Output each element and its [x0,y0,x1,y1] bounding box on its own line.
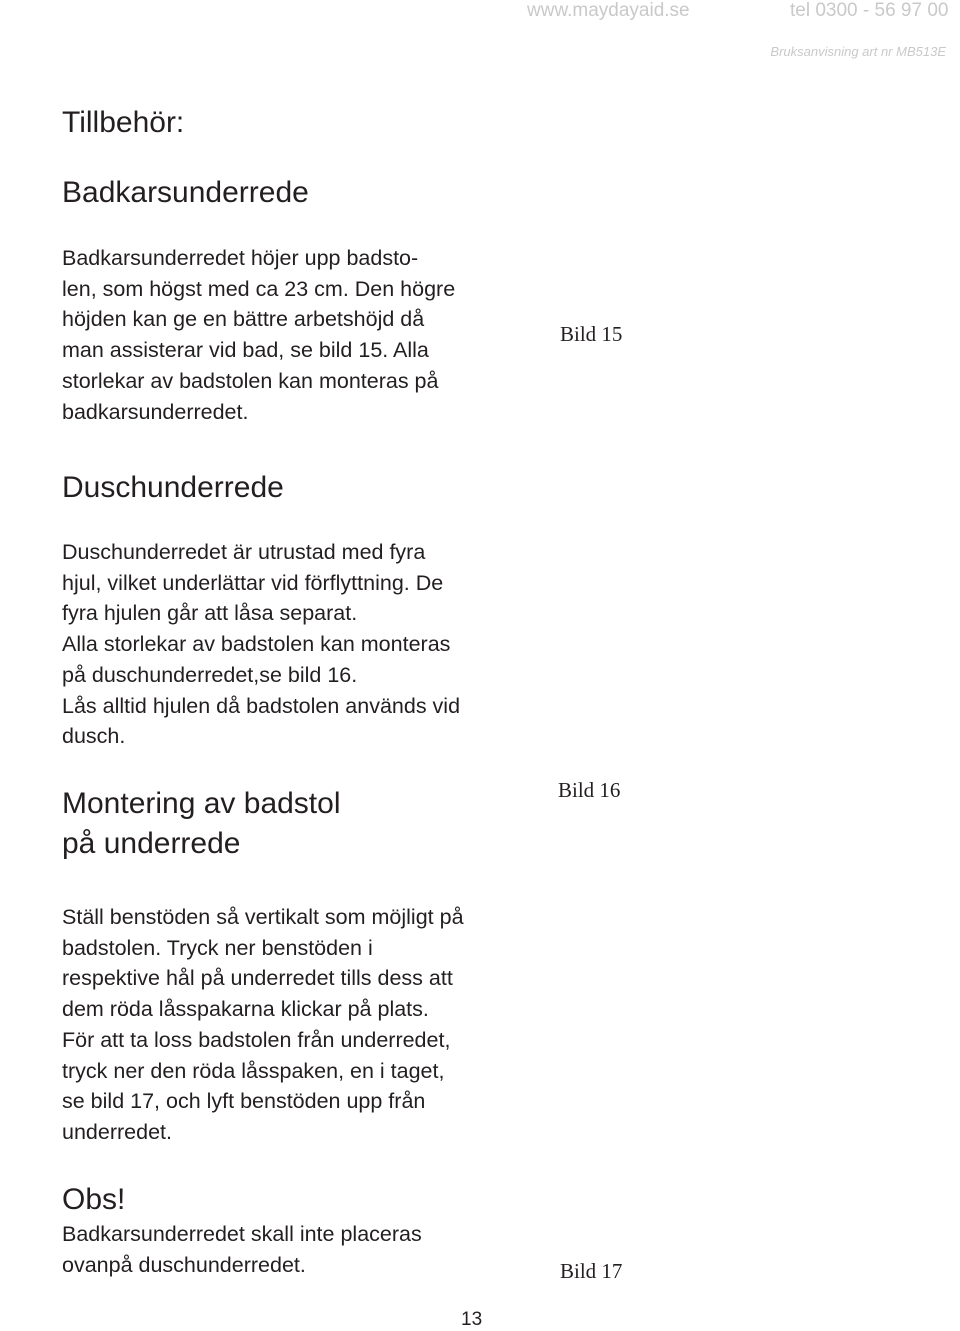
header-manual-number: Bruksanvisning art nr MB513E [770,44,946,59]
montering-line: tryck ner den röda låsspaken, en i taget, [62,1058,445,1083]
dusch-line: Alla storlekar av badstolen kan monteras [62,632,451,657]
page-number: 13 [461,1309,483,1330]
montering-line: För att ta loss badstolen från underredet, [62,1027,451,1052]
dusch-line: Duschunderredet är utrustad med fyra [62,540,426,564]
montering-heading-line-2: på underrede [62,827,241,860]
figure-caption-bild-15: Bild 15 [560,322,623,346]
dusch-line: på duschunderredet,se bild 16. [62,662,358,687]
section-title: Tillbehör: [62,106,185,139]
montering-line: dem röda låsspakarna klickar på plats. [62,997,429,1022]
dusch-heading: Duschunderrede [62,471,284,504]
obs-line: ovanpå duschunderredet. [62,1252,306,1277]
montering-heading-line-1: Montering av badstol [62,787,341,820]
dusch-paragraph [62,537,460,752]
montering-paragraph [62,902,464,1148]
header-website-link[interactable]: www.maydayaid.se [527,0,690,21]
badkar-line: len, som högst med ca 23 cm. Den högre [62,276,456,301]
montering-line: underredet. [62,1119,172,1144]
obs-heading: Obs! [62,1183,126,1216]
obs-line: Badkarsunderredet skall inte placeras [62,1222,422,1246]
badkar-line: Badkarsunderredet höjer upp badsto- [62,246,419,270]
dusch-line: dusch. [62,724,126,749]
dusch-line: Lås alltid hjulen då badstolen används vid [62,693,461,718]
figure-caption-bild-16: Bild 16 [558,778,621,802]
badkar-line: man assisterar vid bad, se bild 15. Alla [62,338,429,363]
header-phone: tel 0300 - 56 97 00 [790,0,949,21]
montering-line: respektive hål på underredet tills dess att [62,966,453,991]
obs-paragraph [62,1219,422,1280]
dusch-line: fyra hjulen går att låsa separat. [62,601,358,626]
montering-line: Ställ benstöden så vertikalt som möjligt på [62,905,464,929]
montering-line: badstolen. Tryck ner benstöden i [62,935,373,960]
badkar-line: badkarsunderredet. [62,399,249,424]
montering-line: se bild 17, och lyft benstöden upp från [62,1089,426,1114]
dusch-line: hjul, vilket underlättar vid förflyttning. De [62,570,444,595]
badkar-paragraph [62,243,455,427]
figure-caption-bild-17: Bild 17 [560,1259,623,1283]
badkar-line: höjden kan ge en bättre arbetshöjd då [62,307,425,332]
badkar-line: storlekar av badstolen kan monteras på [62,368,439,393]
badkar-heading: Badkarsunderrede [62,176,309,209]
